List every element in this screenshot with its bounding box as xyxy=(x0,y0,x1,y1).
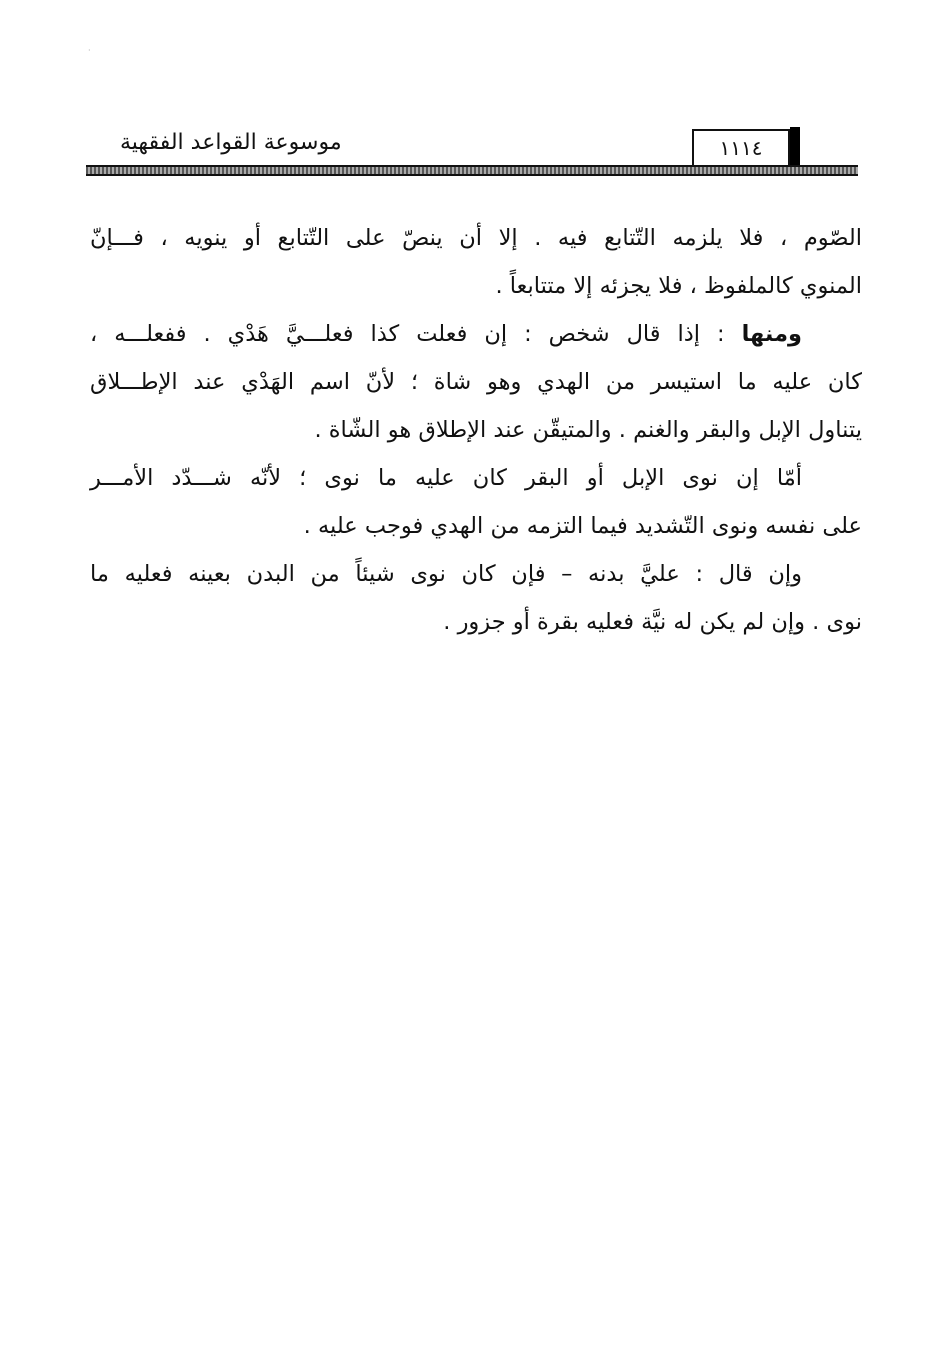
text-segment: : إذا قال شخص : إن فعلت كذا فعلـــيَّ هَدْي . ففعلـــه ، xyxy=(90,321,725,347)
book-title: موسوعة القواعد الفقهية xyxy=(120,130,342,155)
paragraph-keyword: ومنها xyxy=(741,321,802,347)
page-header xyxy=(86,120,858,182)
text-line: وإن قال : عليَّ بدنه – فإن كان نوى شيئاً من البدن بعينه فعليه ما xyxy=(90,561,802,587)
text-line: كان عليه ما استيسر من الهدي وهو شاة ؛ لأنّ اسم الهَدْي عند الإطـــلاق xyxy=(90,369,862,395)
text-line: أمّا إن نوى الإبل أو البقر كان عليه ما نوى ؛ لأنّه شـــدّد الأمـــر xyxy=(90,465,802,491)
text-line: على نفسه ونوى التّشديد فيما التزمه من الهدي فوجب عليه . xyxy=(303,513,862,539)
text-line: المنوي كالملفوظ ، فلا يجزئه إلا متتابعاً . xyxy=(495,273,862,299)
scan-mark: · xyxy=(88,46,91,55)
text-line: يتناول الإبل والبقر والغنم . والمتيقّن عند الإطلاق هو الشّاة . xyxy=(314,417,862,443)
text-line xyxy=(90,310,862,358)
text-line: الصّوم ، فلا يلزمه التّتابع فيه . إلا أن ينصّ على التّتابع أو ينويه ، فـــإنّ xyxy=(90,225,862,251)
page-number: ١١١٤ xyxy=(692,129,790,165)
body-text xyxy=(90,214,862,646)
header-rule xyxy=(86,165,858,176)
text-line: نوى . وإن لم يكن له نيَّة فعليه بقرة أو جزور . xyxy=(443,609,862,635)
